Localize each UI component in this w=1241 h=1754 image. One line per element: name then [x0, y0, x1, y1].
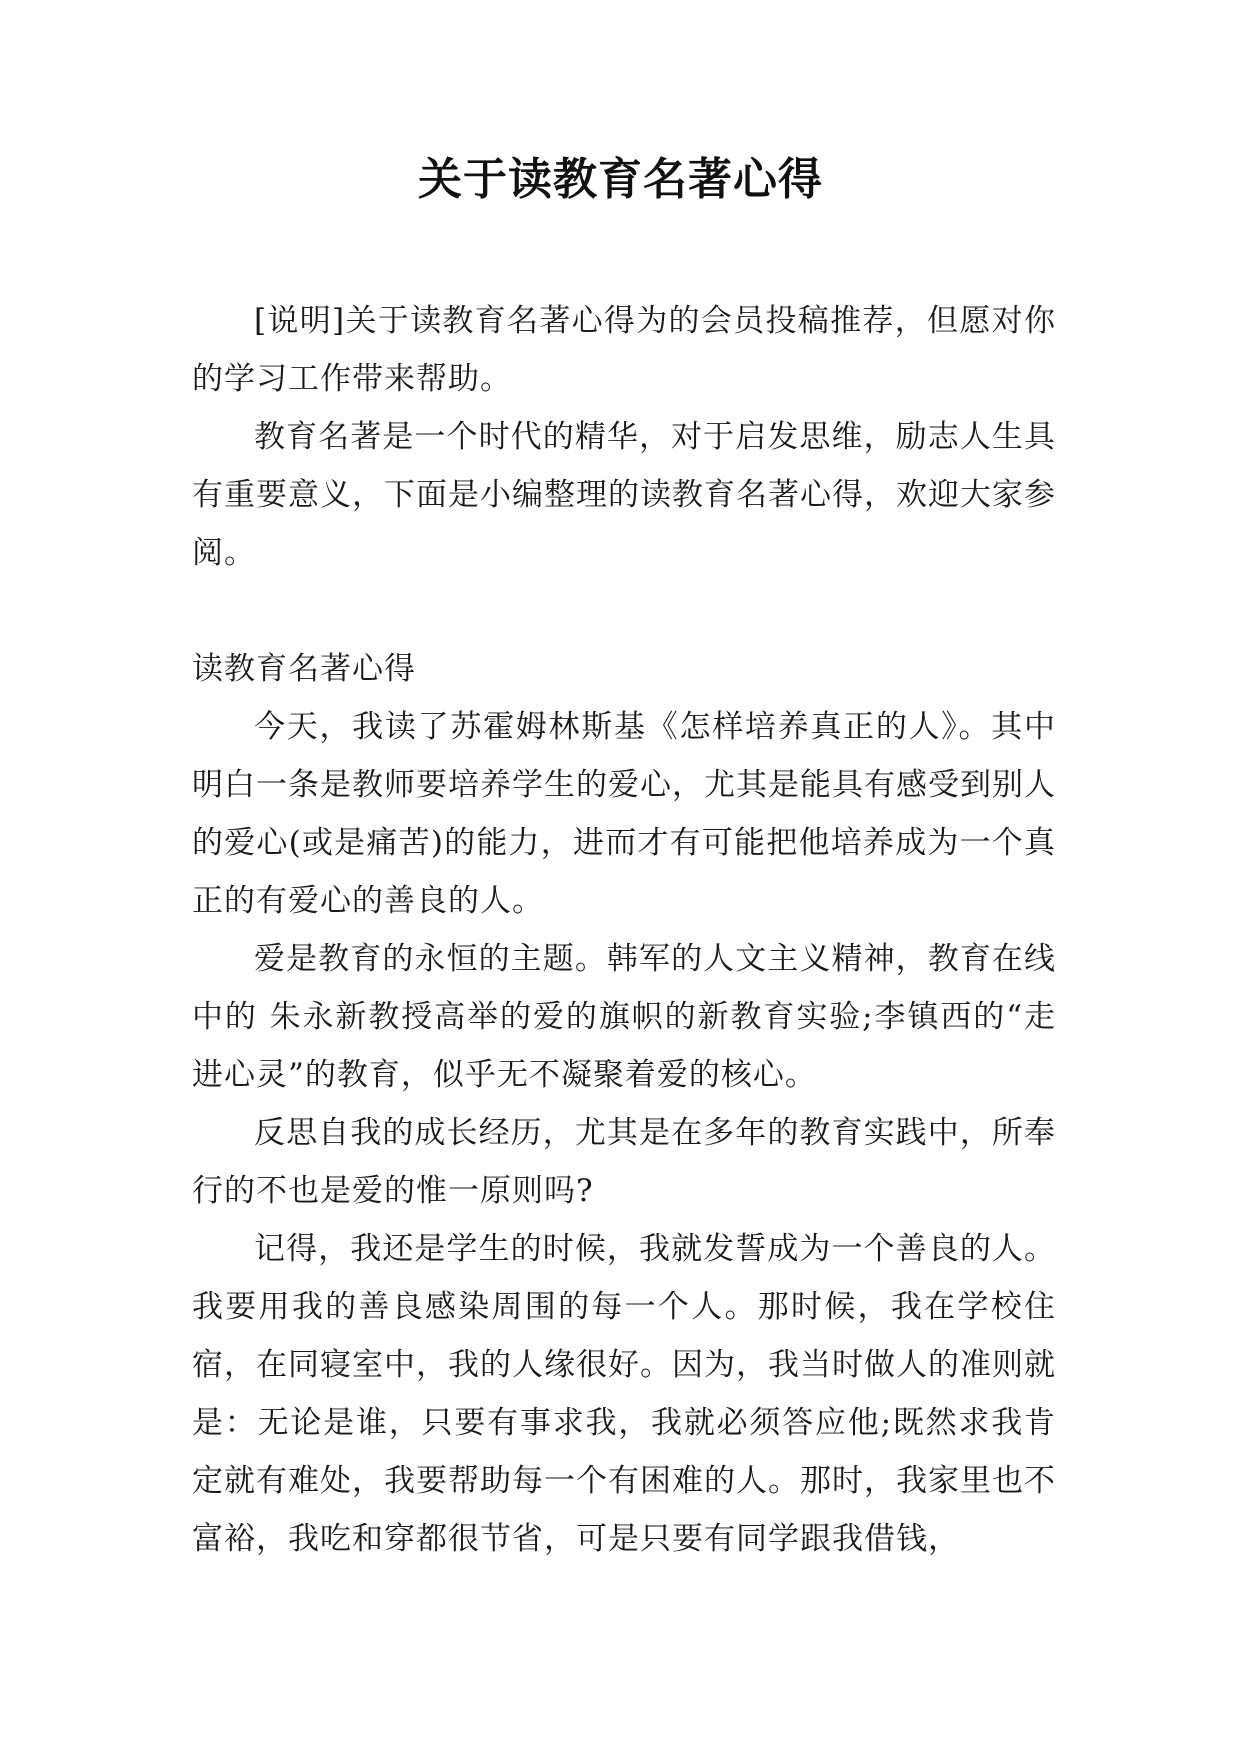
intro-paragraph-summary: 教育名著是一个时代的精华，对于启发思维，励志人生具有重要意义，下面是小编整理的读教育名著心得，欢迎大家参阅。: [192, 419, 1056, 571]
document-title: 关于读教育名著心得: [418, 154, 823, 205]
section-paragraph: 反思自我的成长经历，尤其是在多年的教育实践中，所奉行的不也是爱的惟一原则吗?: [192, 1115, 1056, 1209]
section-heading: 读教育名著心得: [192, 651, 416, 687]
intro-paragraph-note: [说明]关于读教育名著心得为的会员投稿推荐，但愿对你的学习工作带来帮助。: [192, 303, 1056, 397]
section-paragraph: 记得，我还是学生的时候，我就发誓成为一个善良的人。我要用我的善良感染周围的每一个人。那时候，我在学校住宿，在同寝室中，我的人缘很好。因为，我当时做人的准则就是：无论是谁，只要有事求我，我就必须答应他;既然求我肯定就有难处，我要帮助每一个有困难的人。那时，我家里也不富裕，我吃和穿都很节省，可是只要有同学跟我借钱，: [192, 1231, 1056, 1557]
section-paragraph: 今天，我读了苏霍姆林斯基《怎样培养真正的人》。其中明白一条是教师要培养学生的爱心，尤其是能具有感受到别人的爱心(或是痛苦)的能力，进而才有可能把他培养成为一个真正的有爱心的善良的人。: [192, 709, 1056, 919]
section-paragraph: 爱是教育的永恒的主题。韩军的人文主义精神，教育在线中的 朱永新教授高举的爱的旗帜的新教育实验;李镇西的“走进心灵”的教育，似乎无不凝聚着爱的核心。: [192, 941, 1056, 1093]
document-body: [192, 292, 1056, 1568]
